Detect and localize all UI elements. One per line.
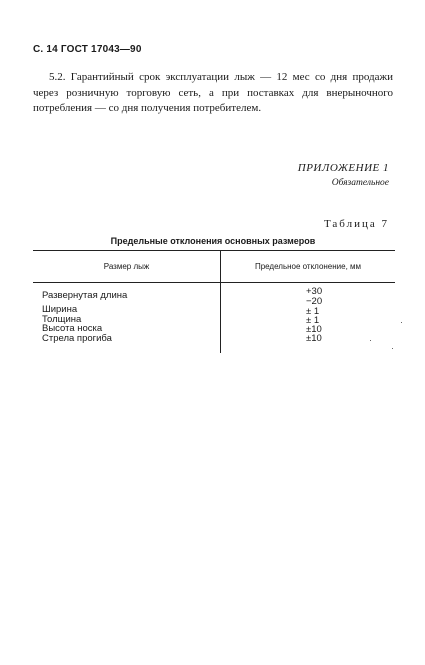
table-row-value: ± 1 bbox=[306, 306, 320, 317]
table-row-value: ± 1 bbox=[306, 315, 320, 326]
table-row-value: ±10 bbox=[306, 333, 322, 344]
scan-speck bbox=[392, 348, 393, 349]
scan-speck bbox=[370, 340, 371, 341]
table-row-name: Толщина bbox=[42, 314, 82, 325]
table-label: Таблица 7 bbox=[323, 218, 389, 230]
table-caption: Предельные отклонения основных размеров bbox=[110, 236, 316, 246]
table-row-name: Ширина bbox=[42, 304, 78, 315]
column-header-deviation: Предельное отклонение, мм bbox=[254, 262, 362, 271]
table-row-value-secondary: −20 bbox=[306, 296, 323, 307]
table-row-name: Высота носка bbox=[42, 323, 103, 334]
appendix-block bbox=[298, 162, 389, 188]
table-top-rule bbox=[33, 250, 395, 251]
paragraph-text: Гарантийный срок эксплуатации лыж — 12 мес со дня продажи через розничную торговую сеть, а при поставках для внерыночного потребления — со дня получения потребителем. bbox=[33, 71, 394, 114]
appendix-title: ПРИЛОЖЕНИЕ 1 bbox=[297, 162, 389, 174]
column-header-size: Размер лыж bbox=[103, 262, 150, 271]
appendix-subtitle: Обязательное bbox=[331, 178, 389, 188]
table-row-name: Стрела прогиба bbox=[42, 333, 112, 344]
paragraph-5-2 bbox=[33, 70, 393, 117]
table-header-rule bbox=[33, 282, 395, 283]
paragraph-number: 5.2. bbox=[49, 71, 66, 83]
page-header: С. 14 ГОСТ 17043—90 bbox=[33, 44, 142, 55]
table-row-value: +30 bbox=[306, 286, 323, 297]
scan-speck bbox=[401, 322, 402, 323]
table-row-value: ±10 bbox=[306, 324, 322, 335]
table-row-name: Развернутая длина bbox=[42, 290, 128, 301]
